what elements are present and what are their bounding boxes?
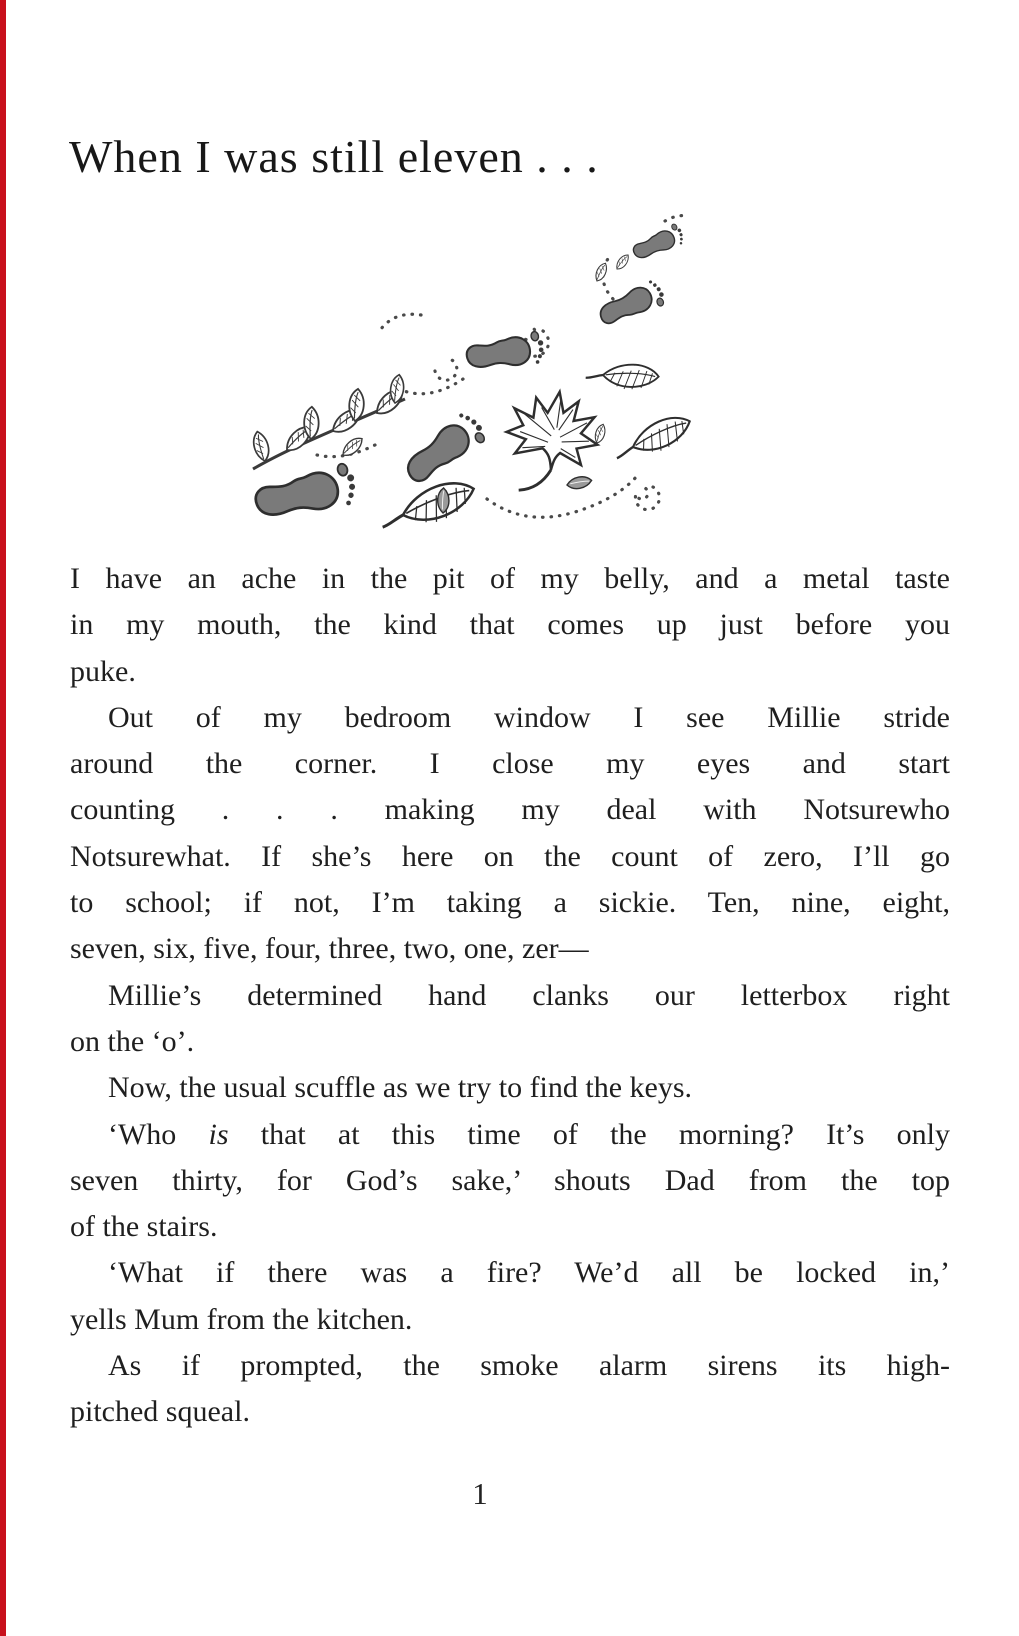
text-line: counting . . . making my deal with Notsurewho — [70, 793, 950, 827]
page-edge-stripe — [0, 0, 6, 1636]
footprints-illustration-svg — [225, 203, 695, 555]
text-line: Now, the usual scuffle as we try to find the keys. — [108, 1071, 693, 1105]
text-line: puke. — [70, 654, 136, 688]
footprints-illustration — [225, 203, 695, 555]
text-segment: ‘Who — [108, 1117, 209, 1151]
chapter-title: When I was still eleven . . . — [69, 131, 599, 182]
text-line: ‘What if there was a fire? We’d all be locked in,’ — [108, 1256, 950, 1290]
text-line: in my mouth, the kind that comes up just before you — [70, 608, 950, 642]
leafy-twig — [250, 374, 411, 469]
text-line: As if prompted, the smoke alarm sirens its high- — [108, 1349, 950, 1383]
text-line: Millie’s determined hand clanks our letterbox right — [108, 978, 950, 1012]
body-text — [70, 556, 950, 1436]
text-line: of the stairs. — [70, 1210, 218, 1244]
text-line: Out of my bedroom window I see Millie stride — [108, 700, 950, 734]
page-number: 1 — [472, 1476, 488, 1511]
text-line: around the corner. I close my eyes and start — [70, 747, 950, 781]
text-segment-italic: is — [208, 1117, 229, 1151]
text-segment: that at this time of the morning? It’s only — [228, 1117, 950, 1151]
text-line: seven thirty, for God’s sake,’ shouts Dad from the top — [70, 1163, 950, 1197]
text-line: yells Mum from the kitchen. — [70, 1302, 413, 1336]
text-line: Notsurewhat. If she’s here on the count of zero, I’ll go — [70, 839, 950, 873]
text-line: to school; if not, I’m taking a sickie. Ten, nine, eight, — [70, 886, 950, 920]
text-line: seven, six, five, four, three, two, one, zer— — [70, 932, 589, 966]
text-line: on the ‘o’. — [70, 1024, 195, 1058]
text-line: pitched squeal. — [70, 1395, 250, 1429]
text-line: I have an ache in the pit of my belly, and a metal taste — [70, 562, 950, 595]
text-line — [70, 1112, 950, 1158]
